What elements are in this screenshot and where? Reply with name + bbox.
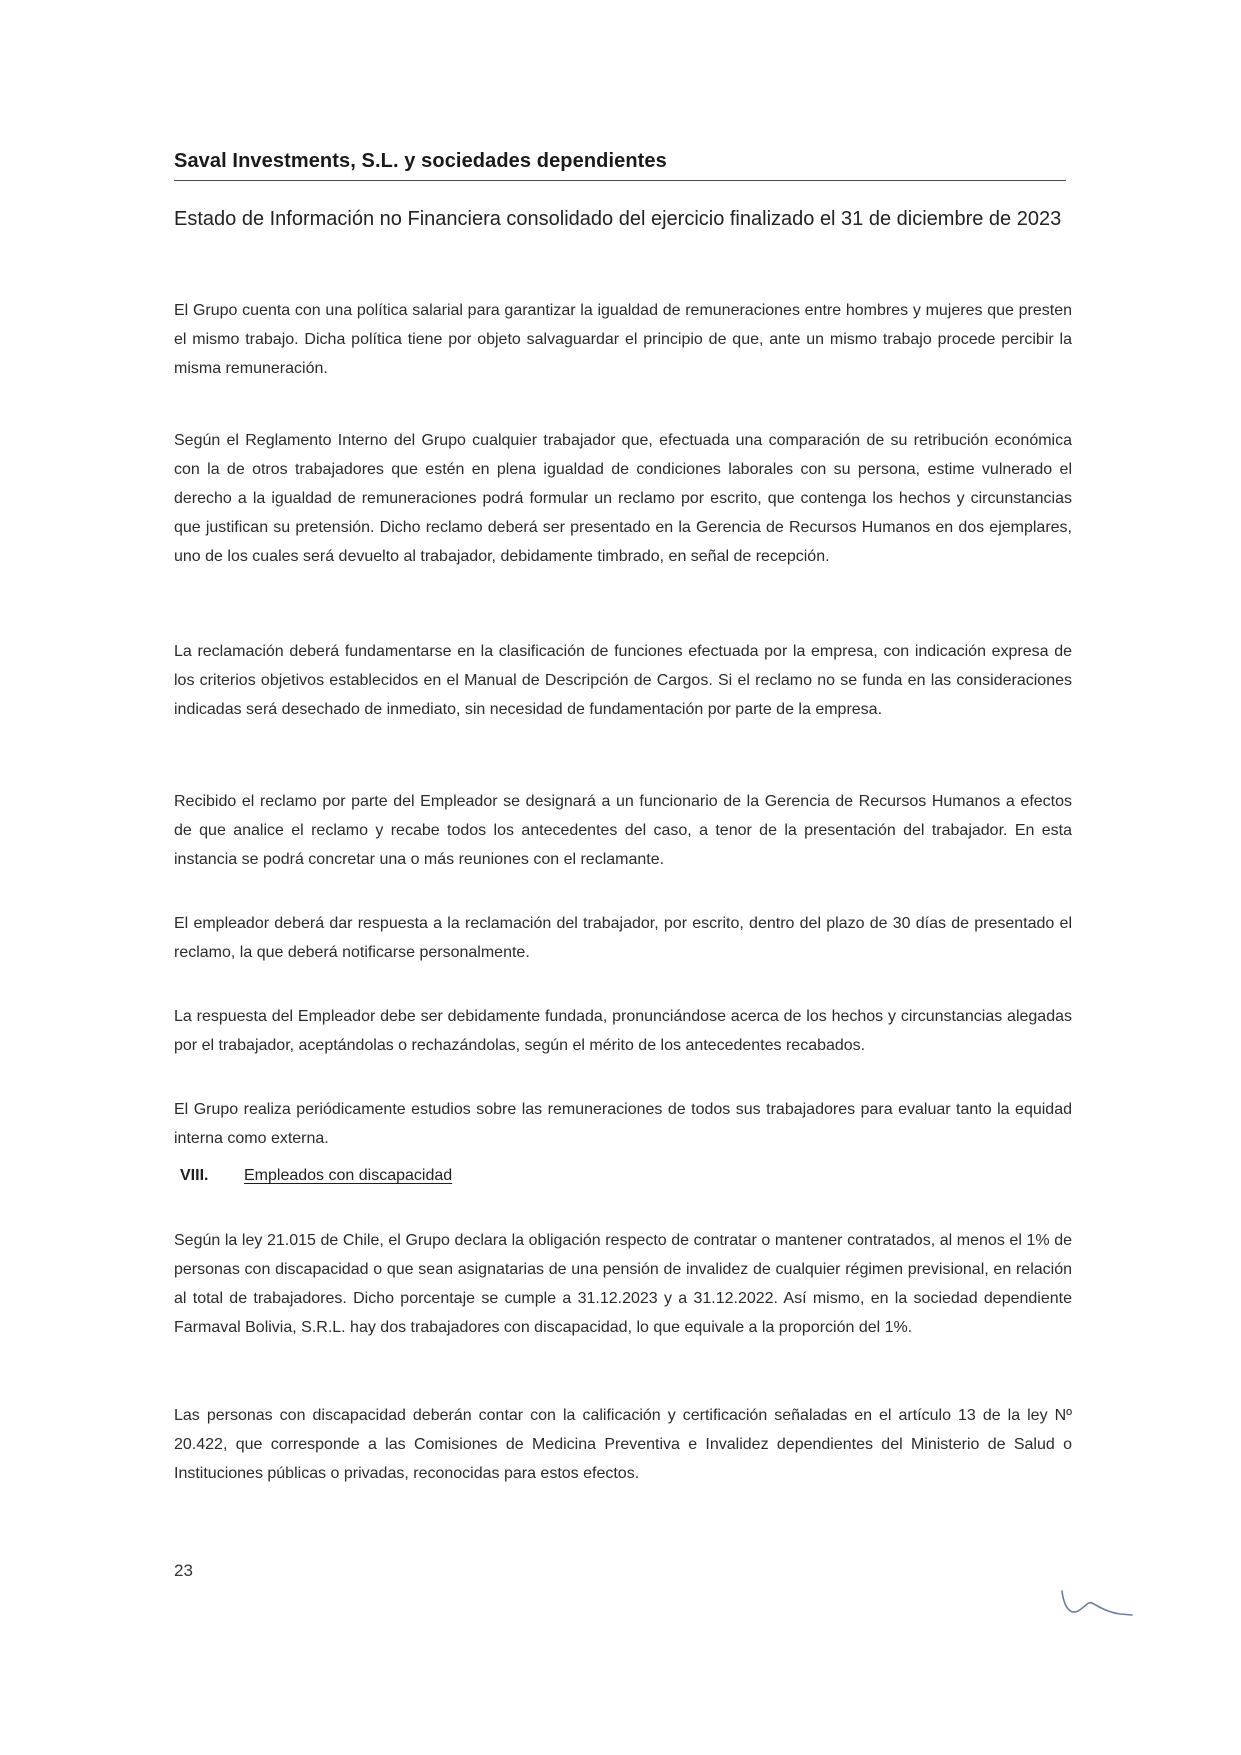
report-title: Estado de Información no Financiera consolidado del ejercicio finalizado el 31 de diciembre de 2023 <box>174 208 1062 230</box>
page-number: 23 <box>174 1561 193 1580</box>
paragraph-disability-certification: Las personas con discapacidad deberán contar con la calificación y certificación señaladas en el artículo 13 de la ley Nº 20.422, que corresponde a las Comisiones de Medicina Preventiva e Invalidez dependientes del Ministerio de Salud o Instituciones públicas o privadas, reconocidas para estos efectos. <box>174 1407 1072 1482</box>
paragraph-claim-basis: La reclamación deberá fundamentarse en la clasificación de funciones efectuada por la empresa, con indicación expresa de los criterios objetivos establecidos en el Manual de Descripción de Cargos. Si el reclamo no se funda en las consideraciones indicadas será desechado de inmediato, sin necesidad de fundamentación por parte de la empresa. <box>174 643 1072 718</box>
signature-mark <box>1056 1585 1136 1625</box>
paragraph-claim-review: Recibido el reclamo por parte del Empleador se designará a un funcionario de la Gerencia de Recursos Humanos a efectos de que analice el reclamo y recabe todos los antecedentes del caso, a tenor de la presentación del trabajador. En esta instancia se podrá concretar una o más reuniones con el reclamante. <box>174 793 1072 868</box>
paragraph-internal-regulation: Según el Reglamento Interno del Grupo cualquier trabajador que, efectuada una comparación de su retribución económica con la de otros trabajadores que estén en plena igualdad de condiciones laborales con su persona, estime vulnerado el derecho a la igualdad de remuneraciones podrá formular un reclamo por escrito, que contenga los hechos y circunstancias que justifican su pretensión. Dicho reclamo deberá ser presentado en la Gerencia de Recursos Humanos en dos ejemplares, uno de los cuales será devuelto al trabajador, debidamente timbrado, en señal de recepción. <box>174 432 1072 565</box>
paragraph-disability-law: Según la ley 21.015 de Chile, el Grupo declara la obligación respecto de contratar o mantener contratados, al menos el 1% de personas con discapacidad o que sean asignatarias de una pensión de invalidez de cualquier régimen previsional, en relación al total de trabajadores. Dicho porcentaje se cumple a 31.12.2023 y a 31.12.2022. Así mismo, en la sociedad dependiente Farmaval Bolivia, S.R.L. hay dos trabajadores con discapacidad, lo que equivale a la proporción del 1%. <box>174 1232 1072 1336</box>
paragraph-employer-response-grounds: La respuesta del Empleador debe ser debidamente fundada, pronunciándose acerca de los hechos y circunstancias alegadas por el trabajador, aceptándolas o rechazándolas, según el mérito de los antecedentes recabados. <box>174 1008 1072 1054</box>
paragraph-employer-response-deadline: El empleador deberá dar respuesta a la reclamación del trabajador, por escrito, dentro del plazo de 30 días de presentado el reclamo, la que deberá notificarse personalmente. <box>174 915 1072 961</box>
section-title: Empleados con discapacidad <box>244 1167 453 1184</box>
paragraph-equal-pay-policy: El Grupo cuenta con una política salarial para garantizar la igualdad de remuneraciones entre hombres y mujeres que presten el mismo trabajo. Dicha política tiene por objeto salvaguardar el principio de que, ante un mismo trabajo procede percibir la misma remuneración. <box>174 302 1072 377</box>
section-heading <box>180 1167 452 1185</box>
header-divider <box>174 180 1066 181</box>
company-name: Saval Investments, S.L. y sociedades dependientes <box>174 150 667 172</box>
section-number: VIII. <box>180 1167 209 1184</box>
paragraph-pay-studies: El Grupo realiza periódicamente estudios sobre las remuneraciones de todos sus trabajadores para evaluar tanto la equidad interna como externa. <box>174 1101 1072 1147</box>
